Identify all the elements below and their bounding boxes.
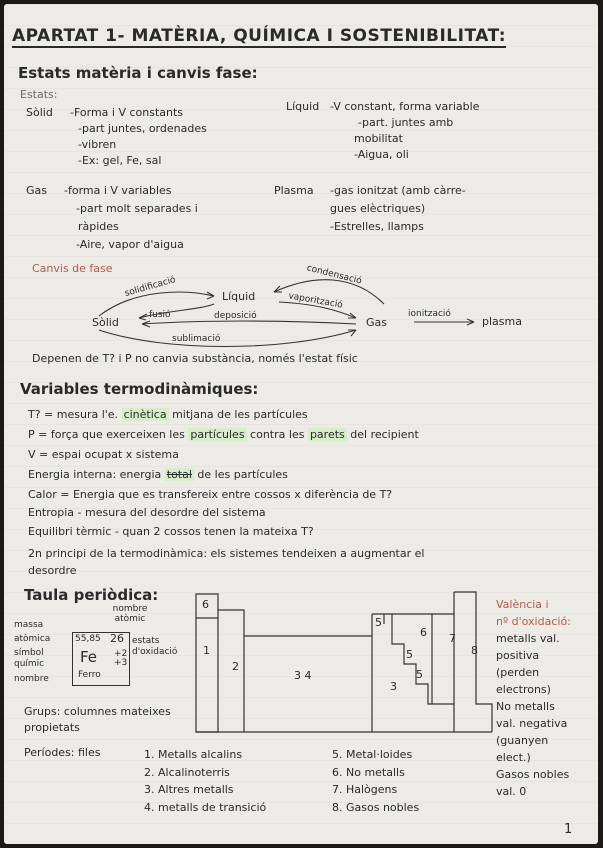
element-massa-value: 55,85 — [75, 634, 101, 644]
side-note: val. 0 — [496, 785, 527, 798]
gas-line: -part molt separades i — [76, 202, 198, 215]
gas-line: ràpides — [78, 220, 119, 233]
legend-item: 4. metalls de transició — [144, 801, 267, 814]
side-note: nº d'oxidació: — [496, 615, 571, 628]
diagram-solid: Sòlid — [92, 316, 119, 329]
table-label: 3 — [390, 680, 397, 693]
side-note: electrons) — [496, 683, 551, 696]
table-label: 5 — [416, 668, 423, 681]
plasma-line: -Estrelles, llamps — [330, 220, 424, 233]
label-vaporitzacio: vaporització — [287, 291, 344, 311]
side-note: val. negativa — [496, 717, 568, 730]
diagram-liquid: Líquid — [222, 290, 256, 303]
side-note: Gasos nobles — [496, 768, 570, 781]
element-symbol: Fe — [80, 648, 98, 666]
side-note: metalls val. — [496, 632, 560, 645]
gas-line: -forma i V variables — [64, 184, 172, 197]
legend-item: 7. Halògens — [332, 783, 398, 796]
side-note: València i — [496, 598, 549, 611]
side-note: (perden — [496, 666, 540, 679]
termo-line: Energia interna: energia total de les partícules — [28, 468, 288, 481]
label-fusio: fusió — [149, 310, 171, 320]
solid-line: -Forma i V constants — [70, 106, 184, 119]
legend-item: 6. No metalls — [332, 766, 405, 779]
solid-line: -part juntes, ordenades — [78, 122, 207, 135]
table-label: 6 — [420, 626, 427, 639]
termo-line: desordre — [28, 564, 77, 577]
section-heading-termodinamica: Variables termodinàmiques: — [20, 380, 259, 398]
solid-label: Sòlid — [26, 106, 53, 119]
estats-label: Estats: — [20, 88, 58, 101]
periodes-note: Períodes: files — [24, 746, 101, 759]
label-ionitzacio: ionització — [408, 309, 451, 319]
liquid-line: mobilitat — [354, 132, 403, 145]
termo-line: T? = mesura l'e. cinètica mitjana de les partícules — [28, 408, 308, 421]
side-note: (guanyen — [496, 734, 549, 747]
side-note: elect.) — [496, 751, 531, 764]
table-label: 2 — [232, 660, 239, 673]
element-massa-label: massa atòmica — [14, 620, 51, 644]
legend-item: 1. Metalls alcalins — [144, 748, 243, 761]
gas-label: Gas — [26, 184, 47, 197]
table-label: 5 — [375, 616, 382, 629]
element-nombre-atomic-label: nombre atòmic — [112, 604, 148, 624]
solid-line: -vibren — [78, 138, 117, 151]
termo-line: P = força que exerceixen les partícules contra les parets del recipient — [28, 428, 419, 441]
legend-item: 3. Altres metalls — [144, 783, 234, 796]
termo-line: 2n principi de la termodinàmica: els sistemes tendeixen a augmentar el — [28, 547, 425, 560]
label-condensacio: condensació — [305, 263, 363, 287]
liquid-line: -V constant, forma variable — [330, 100, 480, 113]
section-heading-estats: Estats matèria i canvis fase: — [18, 64, 258, 82]
table-label: 1 — [203, 644, 210, 657]
liquid-line: -Aigua, oli — [354, 148, 409, 161]
side-note: No metalls — [496, 700, 555, 713]
canvis-fase-label: Canvis de fase — [32, 262, 113, 275]
termo-line: V = espai ocupat x sistema — [28, 448, 179, 461]
element-name: Ferro — [78, 670, 101, 680]
termo-line: Entropia - mesura del desordre del sistema — [28, 506, 266, 519]
page-title: APARTAT 1- MATÈRIA, QUÍMICA I SOSTENIBILITAT: — [12, 26, 507, 46]
gas-line: -Aire, vapor d'aigua — [76, 238, 184, 251]
liquid-label: Líquid — [286, 100, 320, 113]
depenen-line: Depenen de T? i P no canvia substància, només l'estat físic — [32, 352, 358, 365]
element-estats-label: estats d'oxidació — [132, 636, 178, 657]
notebook-page — [4, 4, 598, 844]
table-label: 8 — [471, 644, 478, 657]
element-nombre-label: nombre — [14, 674, 49, 684]
legend-item: 8. Gasos nobles — [332, 801, 420, 814]
label-sublimacio: sublimació — [172, 334, 221, 344]
legend-item: 5. Metal·loides — [332, 748, 413, 761]
element-oxidation-values: +2 +3 — [114, 649, 128, 668]
diagram-plasma: plasma — [482, 315, 522, 328]
diagram-gas: Gas — [366, 316, 387, 329]
table-label: 6 — [202, 598, 209, 611]
plasma-line: -gas ionitzat (amb càrre- — [330, 184, 466, 197]
table-label: 7 — [449, 632, 456, 645]
grups-note: Grups: columnes mateixes propietats — [24, 705, 171, 734]
label-deposicio: deposició — [214, 311, 257, 321]
solid-line: -Ex: gel, Fe, sal — [78, 154, 162, 167]
legend-item: 2. Alcalinoterris — [144, 766, 230, 779]
label-solidificacio: solidificació — [123, 274, 177, 300]
element-z-value: 26 — [110, 632, 124, 645]
side-note: positiva — [496, 649, 540, 662]
table-label: 5 — [406, 648, 413, 661]
plasma-label: Plasma — [274, 184, 314, 197]
element-simbol-label: símbol químic — [14, 648, 45, 669]
plasma-line: gues elèctriques) — [330, 202, 426, 215]
page-number: 1 — [564, 822, 573, 837]
termo-line: Calor = Energia que es transfereix entre cossos x diferència de T? — [28, 488, 393, 501]
table-label: 3 4 — [294, 669, 312, 682]
termo-line: Equilibri tèrmic - quan 2 cossos tenen la mateixa T? — [28, 525, 314, 538]
section-heading-taula: Taula periòdica: — [24, 586, 159, 604]
liquid-line: -part. juntes amb — [358, 116, 454, 129]
